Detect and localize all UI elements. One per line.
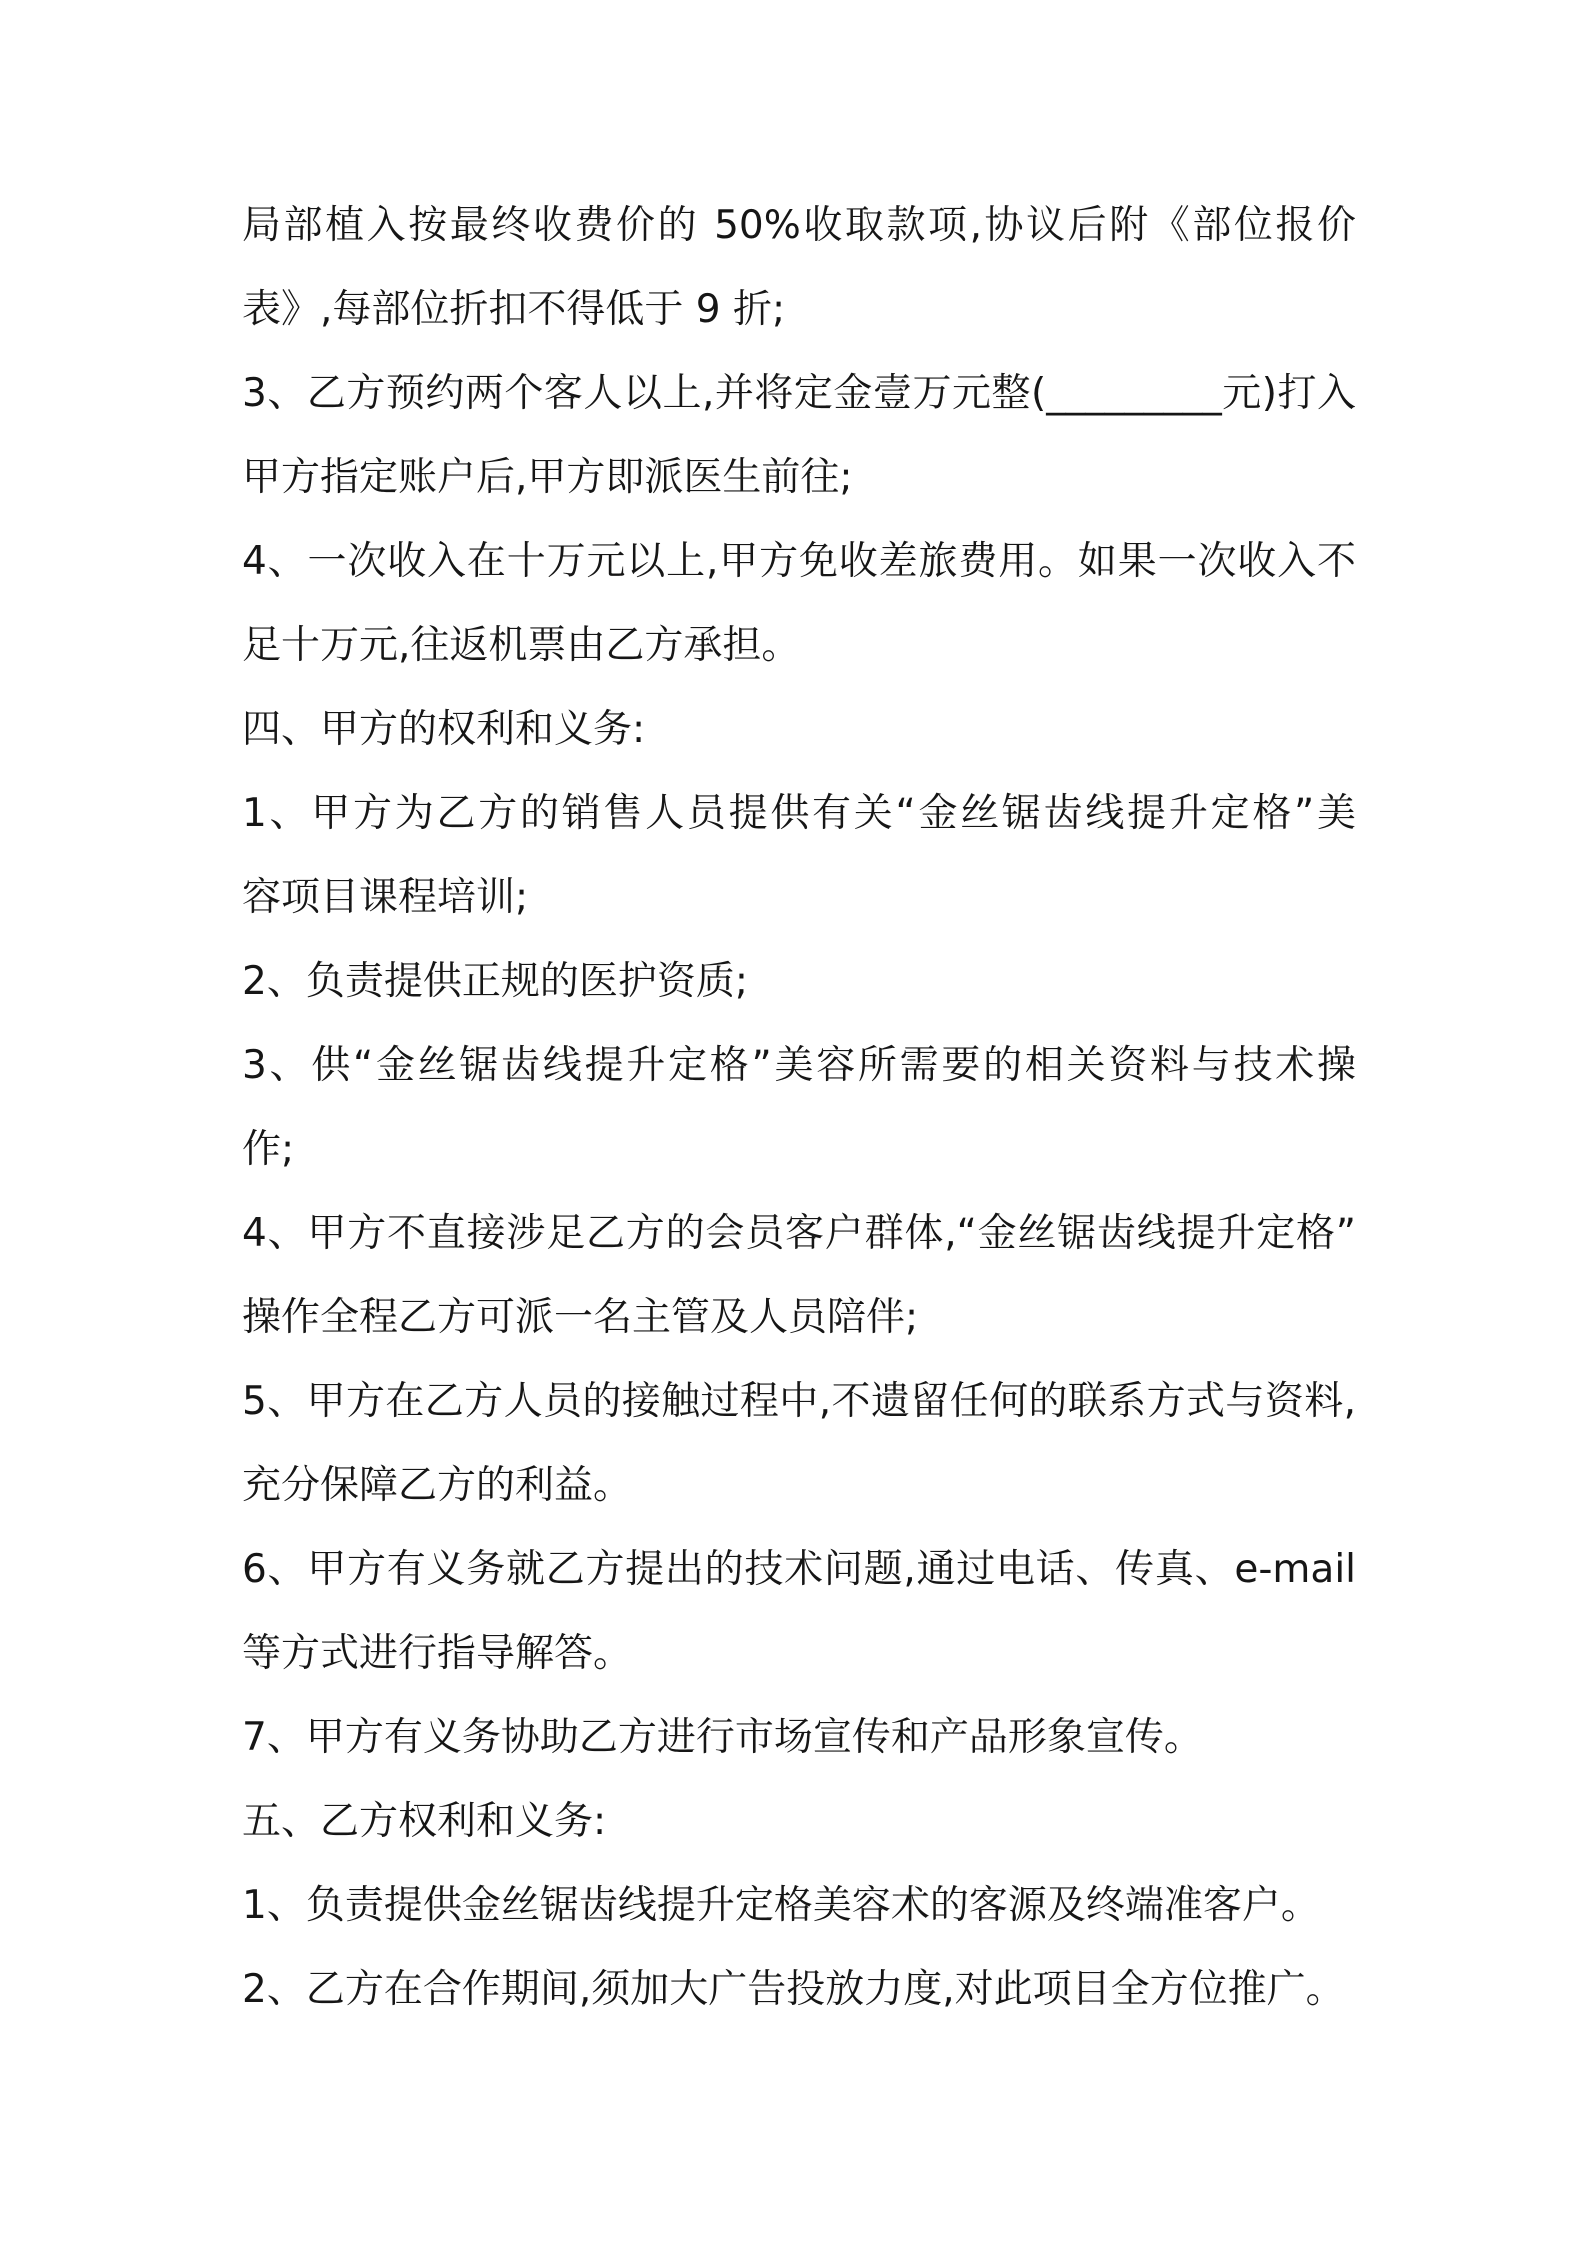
- text-line: 2、乙方在合作期间,须加大广告投放力度,对此项目全方位推广。: [242, 1967, 1345, 2012]
- text-line: 足十万元,往返机票由乙方承担。: [242, 623, 801, 668]
- clause-item-a2: [242, 940, 1356, 1024]
- text-line: 表》,每部位折扣不得低于 9 折;: [242, 287, 786, 332]
- clause-item-a3: [242, 1024, 1356, 1192]
- clause-item-a4: [242, 1192, 1356, 1360]
- text-line: 等方式进行指导解答。: [242, 1631, 633, 1676]
- text-line: 4、甲方不直接涉足乙方的会员客户群体,“金丝锯齿线提升定格”: [242, 1211, 1356, 1256]
- text-line: 操作全程乙方可派一名主管及人员陪伴;: [242, 1295, 919, 1340]
- text-line: 容项目课程培训;: [242, 875, 529, 920]
- text-line: 甲方指定账户后,甲方即派医生前往;: [242, 455, 853, 500]
- section-heading: 五、乙方权利和义务:: [242, 1799, 607, 1844]
- section-heading: 四、甲方的权利和义务:: [242, 707, 646, 752]
- text-line: 1、甲方为乙方的销售人员提供有关“金丝锯齿线提升定格”美: [242, 791, 1356, 836]
- document-body: [242, 184, 1356, 2032]
- text-line: 6、甲方有义务就乙方提出的技术问题,通过电话、传真、e-mail: [242, 1547, 1356, 1592]
- text-line: 5、甲方在乙方人员的接触过程中,不遗留任何的联系方式与资料,: [242, 1379, 1356, 1424]
- clause-item-b1: [242, 1864, 1356, 1948]
- clause-item-a7: [242, 1696, 1356, 1780]
- text-line: 3、供“金丝锯齿线提升定格”美容所需要的相关资料与技术操: [242, 1043, 1356, 1088]
- clause-item-3-deposit: [242, 352, 1356, 520]
- text-line: 7、甲方有义务协助乙方进行市场宣传和产品形象宣传。: [242, 1715, 1203, 1760]
- clause-item-b2: [242, 1948, 1356, 2032]
- clause-item-a5: [242, 1360, 1356, 1528]
- section-heading-party-a: [242, 688, 1356, 772]
- section-heading-party-b: [242, 1780, 1356, 1864]
- text-line: 3、乙方预约两个客人以上,并将定金壹万元整(_________元)打入: [242, 371, 1356, 416]
- clause-item-a1: [242, 772, 1356, 940]
- text-line: 充分保障乙方的利益。: [242, 1463, 633, 1508]
- text-line: 局部植入按最终收费价的 50%收取款项,协议后附《部位报价: [242, 203, 1356, 248]
- paragraph-pricing-continuation: [242, 184, 1356, 352]
- text-line: 4、一次收入在十万元以上,甲方免收差旅费用。如果一次收入不: [242, 539, 1356, 584]
- text-line: 2、负责提供正规的医护资质;: [242, 959, 748, 1004]
- text-line: 作;: [242, 1127, 295, 1172]
- text-line: 1、负责提供金丝锯齿线提升定格美容术的客源及终端准客户。: [242, 1883, 1320, 1928]
- clause-item-a6: [242, 1528, 1356, 1696]
- clause-item-4-travel: [242, 520, 1356, 688]
